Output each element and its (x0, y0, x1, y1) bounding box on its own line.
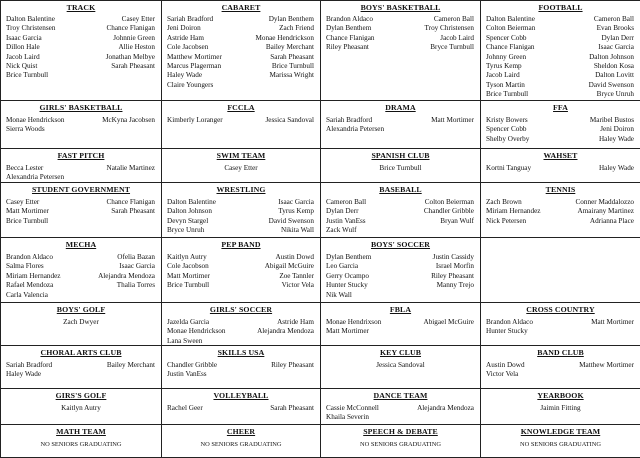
wrestling-member-left: Dalton Johnson (167, 207, 212, 216)
cell-mecha (0, 237, 162, 303)
football-member-left: Colton Beierman (486, 24, 536, 33)
cabaret-member-right: Dylan Benthem (268, 15, 314, 23)
cell-tennis (480, 182, 640, 238)
mecha-member-left: Brandon Aldaco (6, 253, 53, 261)
girls-soccer-member-left: Monae Hendrickson (167, 327, 226, 336)
cell-wahset (480, 148, 640, 183)
football-member-right: Dylan Derr (601, 33, 634, 42)
knowledge-team-title: KNOWLEDGE TEAM (520, 427, 601, 436)
football-member-left: Johnny Green (486, 52, 527, 61)
cell-swim-team (161, 148, 321, 183)
wahset-title: WAHSET (543, 151, 578, 160)
girls-soccer-title: GIRLS' SOCCER (209, 305, 273, 314)
skills-usa-member-right: Riley Pheasant (271, 361, 314, 369)
cell-knowledge-team (480, 424, 640, 458)
baseball-member-left: Justin VanEss (326, 216, 366, 225)
pep-band-member-right: Abigail McGuire (264, 262, 314, 271)
cross-country-member-right: Matt Mortimer (591, 318, 634, 326)
mecha-member-right: Isaac Garcia (119, 262, 155, 271)
cell-baseball (320, 182, 481, 238)
choral-arts-club-member-right: Bailey Merchant (106, 361, 155, 369)
boys-soccer-member-left: Gerry Ocampo (326, 271, 369, 280)
cell-boys-basketball (320, 0, 481, 101)
math-team-member: NO SENIORS GRADUATING (40, 441, 122, 448)
mecha-member-left: Salma Flores (6, 262, 44, 271)
girls-soccer-member-left: Jazelda Garcia (167, 318, 210, 326)
fast-pitch-member-left: Becca Lester (6, 164, 44, 172)
dance-team-member-left: Khaila Severin (326, 413, 369, 422)
cell-cheer (161, 424, 321, 458)
football-member-right: Cameron Ball (593, 15, 634, 23)
cell-choral-arts-club (0, 345, 162, 389)
pep-band-member-right: Victor Vela (281, 281, 314, 290)
cross-country-title: CROSS COUNTRY (526, 305, 595, 314)
yearbook-title: YEARBOOK (537, 391, 584, 400)
football-member-left: Tyson Martin (486, 80, 525, 89)
wrestling-member-right: Isaac Garcia (278, 198, 314, 206)
fccla-title: FCCLA (227, 103, 255, 112)
volleyball-title: VOLLEYBALL (213, 391, 269, 400)
wrestling-title: WRESTLING (216, 185, 266, 194)
track-member-left: Nick Quist (6, 62, 38, 70)
ffa-member-right: Haley Wade (598, 134, 634, 143)
skills-usa-member-left: Justin VanEss (167, 370, 207, 379)
cabaret-member-right: Brice Turnbull (271, 62, 314, 70)
mecha-member-right: Thalia Torres (116, 281, 155, 290)
boys-soccer-title: BOYS' SOCCER (370, 240, 431, 249)
cell-fbla (320, 302, 481, 346)
boys-basketball-member-right: Cameron Ball (433, 15, 474, 23)
mecha-member-left: Carla Valencia (6, 290, 48, 299)
fbla-title: FBLA (389, 305, 412, 314)
cell-fccla (161, 100, 321, 149)
cabaret-member-left: Jeni Doiron (167, 24, 201, 33)
boys-golf-member: Zach Dwyer (63, 318, 99, 326)
tennis-member-left: Nick Petersen (486, 216, 527, 225)
key-club-member: Jessica Sandoval (376, 361, 425, 369)
spanish-club-member: Brice Turnbull (379, 164, 422, 172)
mecha-member-right: Ofelia Bazan (117, 253, 155, 261)
fast-pitch-title: FAST PITCH (57, 151, 105, 160)
pep-band-member-left: Cole Jacobson (167, 262, 209, 271)
tennis-title: TENNIS (545, 185, 576, 194)
football-member-left: Dalton Balentine (486, 15, 535, 23)
cell-boys-golf (0, 302, 162, 346)
football-member-left: Jacob Laird (486, 71, 520, 80)
mecha-member-left: Rafael Mendoza (6, 281, 54, 290)
football-member-right: Dalton Lovitt (595, 71, 634, 80)
knowledge-team-member: NO SENIORS GRADUATING (520, 441, 601, 448)
dance-team-member-left: Cassie McConnell (326, 404, 379, 412)
wrestling-member-right: David Swenson (268, 216, 314, 225)
volleyball-member-left: Rachel Geer (167, 404, 203, 412)
cabaret-member-right: Zach Friend (279, 24, 314, 33)
pep-band-member-left: Kaitlyn Autry (167, 253, 207, 261)
track-title: TRACK (66, 3, 96, 12)
wrestling-member-left: Bryce Unruh (167, 226, 205, 235)
speech-debate-title: SPEECH & DEBATE (363, 427, 438, 436)
football-member-right: Sheldon Kosa (593, 62, 634, 70)
track-member-left: Dillon Hale (6, 43, 40, 52)
cell-drama (320, 100, 481, 149)
spanish-club-title: SPANISH CLUB (371, 151, 430, 160)
boys-basketball-member-left: Brandon Aldaco (326, 15, 373, 23)
cell-cross-country (480, 302, 640, 346)
cell-girls-golf (0, 388, 162, 425)
cabaret-member-left: Cole Jacobsen (167, 43, 209, 52)
boys-soccer-member-left: Dylan Benthem (326, 253, 372, 261)
yearbook-member: Jaimin Fitting (540, 404, 581, 412)
boys-basketball-member-right: Troy Christensen (424, 24, 474, 33)
pep-band-member-left: Brice Turnbull (167, 281, 210, 290)
cell-track (0, 0, 162, 101)
dance-team-member-right: Alejandra Mendoza (417, 404, 474, 412)
volleyball-member-right: Sarah Pheasant (270, 404, 314, 412)
cell-ffa (480, 100, 640, 149)
swim-team-title: SWIM TEAM (216, 151, 266, 160)
track-member-left: Isaac Garcia (6, 33, 42, 42)
boys-basketball-member-left: Riley Pheasant (326, 43, 369, 52)
cell-key-club (320, 345, 481, 389)
fast-pitch-member-left: Alexandria Petersen (6, 173, 65, 182)
track-member-right: Jonathan Melbye (105, 52, 155, 61)
cabaret-member-left: Haley Wade (167, 71, 203, 80)
girls-golf-member: Kaitlyn Autry (61, 404, 101, 412)
cell-dance-team (320, 388, 481, 425)
ffa-member-left: Spencer Cobb (486, 125, 527, 134)
choral-arts-club-member-left: Sariah Bradford (6, 361, 53, 369)
cheer-member: NO SENIORS GRADUATING (200, 441, 282, 448)
tennis-member-left: Zach Brown (486, 198, 522, 206)
cell-speech-debate (320, 424, 481, 458)
football-title: FOOTBALL (538, 3, 583, 12)
math-team-title: MATH TEAM (56, 427, 106, 436)
tennis-member-left: Miriam Hernandez (486, 207, 541, 216)
cell-cabaret (161, 0, 321, 101)
cell-pep-band (161, 237, 321, 303)
track-member-left: Dalton Balentine (6, 15, 55, 23)
wrestling-member-right: Nikita Wall (280, 226, 314, 235)
track-member-left: Jacob Laird (6, 52, 40, 61)
cabaret-member-left: Marcus Plagerman (167, 62, 222, 70)
cell-spanish-club (320, 148, 481, 183)
track-member-left: Brice Turnbull (6, 71, 49, 80)
pep-band-title: PEP BAND (221, 240, 261, 249)
cell-yearbook (480, 388, 640, 425)
drama-member-right: Matt Mortimer (431, 116, 474, 124)
wrestling-member-right: Tyrus Kemp (278, 207, 314, 216)
skills-usa-member-left: Chandler Gribble (167, 361, 218, 369)
baseball-member-right: Bryan Wulf (440, 216, 474, 225)
boys-basketball-member-right: Jacob Laird (440, 33, 474, 42)
cell-empty (480, 237, 640, 303)
student-government-member-left: Matt Mortimer (6, 207, 49, 216)
fbla-member-right: Abigael McGuire (423, 318, 474, 326)
girls-soccer-member-left: Lana Sween (167, 336, 203, 345)
cell-girls-basketball (0, 100, 162, 149)
cell-boys-soccer (320, 237, 481, 303)
track-member-right: Sarah Pheasant (111, 62, 155, 70)
fast-pitch-member-right: Natalie Martinez (106, 164, 155, 172)
cell-math-team (0, 424, 162, 458)
girls-golf-title: GIRS'S GOLF (55, 391, 107, 400)
choral-arts-club-member-left: Haley Wade (6, 370, 42, 379)
band-club-member-left: Austin Dowd (486, 361, 525, 369)
football-member-right: Evan Brooks (596, 24, 634, 33)
girls-soccer-member-right: Astride Ham (277, 318, 314, 326)
mecha-title: MECHA (65, 240, 97, 249)
boys-soccer-member-right: Riley Pheasant (431, 271, 474, 280)
pep-band-member-right: Austin Dowd (275, 253, 314, 261)
choral-arts-club-title: CHORAL ARTS CLUB (40, 348, 122, 357)
ffa-member-left: Kristy Bowers (486, 116, 528, 124)
girls-basketball-title: GIRLS' BASKETBALL (39, 103, 123, 112)
football-member-right: David Swenson (588, 80, 634, 89)
cell-volleyball (161, 388, 321, 425)
boys-golf-title: BOYS' GOLF (56, 305, 106, 314)
track-member-right: Allie Heston (118, 43, 155, 52)
boys-basketball-member-left: Chance Flanigan (326, 33, 375, 42)
baseball-member-right: Colton Beierman (424, 198, 474, 206)
football-member-left: Chance Flanigan (486, 43, 535, 52)
tennis-member-right: Adrianna Place (589, 216, 634, 225)
skills-usa-title: SKILLS USA (217, 348, 265, 357)
boys-basketball-title: BOYS' BASKETBALL (360, 3, 441, 12)
cabaret-member-right: Marissa Wright (269, 71, 314, 80)
cabaret-member-left: Astride Ham (167, 33, 204, 42)
track-member-right: Chance Flanigan (106, 24, 155, 33)
fccla-member-left: Kimberly Loranger (167, 116, 223, 124)
boys-soccer-member-left: Nik Wall (326, 290, 352, 299)
cabaret-title: CABARET (221, 3, 261, 12)
baseball-member-left: Dylan Derr (326, 207, 359, 216)
ffa-member-right: Maribel Bustos (589, 116, 634, 124)
boys-soccer-member-left: Hunter Stucky (326, 281, 368, 290)
fbla-member-left: Matt Mortimer (326, 327, 369, 336)
wrestling-member-left: Dalton Balentine (167, 198, 216, 206)
boys-basketball-member-right: Bryce Turnbull (430, 43, 474, 52)
cell-wrestling (161, 182, 321, 238)
pep-band-member-right: Zoe Tannler (279, 271, 314, 280)
baseball-member-right: Chandler Gribble (423, 207, 474, 216)
cell-student-government (0, 182, 162, 238)
cheer-title: CHEER (226, 427, 256, 436)
boys-soccer-member-right: Israel Morfin (435, 262, 474, 271)
track-member-right: Casey Etter (121, 15, 155, 23)
wahset-member-left: Kortni Tanguay (486, 164, 532, 172)
band-club-member-left: Victor Vela (486, 370, 519, 379)
girls-soccer-member-right: Alejandra Mendoza (257, 327, 314, 336)
tennis-member-right: Conner Maddalozzo (575, 198, 634, 206)
cross-country-member-left: Brandon Aldaco (486, 318, 533, 326)
drama-title: DRAMA (385, 103, 416, 112)
boys-basketball-member-left: Dylan Benthem (326, 24, 372, 33)
fccla-member-right: Jessica Sandoval (265, 116, 314, 124)
student-government-member-right: Chance Flanigan (106, 198, 155, 206)
tennis-member-right: Amairany Martinez (577, 207, 634, 216)
football-member-left: Tyrus Kemp (486, 62, 522, 70)
track-member-right: Johnnie Green (113, 33, 155, 42)
cabaret-member-right: Monae Hendrickson (255, 33, 314, 42)
cell-band-club (480, 345, 640, 389)
drama-member-left: Alexandria Petersen (326, 125, 385, 134)
ffa-title: FFA (553, 103, 568, 112)
cabaret-member-left: Claire Youngers (167, 80, 214, 89)
speech-debate-member: NO SENIORS GRADUATING (360, 441, 441, 448)
wahset-member-right: Haley Wade (598, 164, 634, 172)
cell-girls-soccer (161, 302, 321, 346)
baseball-title: BASEBALL (379, 185, 422, 194)
student-government-member-left: Casey Etter (6, 198, 40, 206)
football-member-left: Brice Turnbull (486, 90, 529, 99)
cabaret-member-right: Bailey Merchant (265, 43, 314, 52)
band-club-title: BAND CLUB (537, 348, 584, 357)
band-club-member-right: Matthew Mortimer (579, 361, 634, 369)
drama-member-left: Sariah Bradford (326, 116, 373, 124)
football-member-left: Spencer Cobb (486, 33, 527, 42)
baseball-member-left: Zack Wulf (326, 226, 357, 235)
cell-football (480, 0, 640, 101)
boys-soccer-member-right: Justin Cassidy (432, 253, 474, 261)
student-government-member-right: Sarah Pheasant (111, 207, 155, 216)
mecha-member-right: Alejandra Mendoza (98, 271, 155, 280)
wrestling-member-left: Devyn Stargel (167, 216, 209, 225)
pep-band-member-left: Matt Mortimer (167, 271, 210, 280)
mecha-member-left: Miriam Hernandez (6, 271, 61, 280)
dance-team-title: DANCE TEAM (373, 391, 428, 400)
boys-soccer-member-right: Manny Trejo (436, 281, 474, 290)
boys-soccer-member-left: Leo Garcia (326, 262, 359, 271)
cell-skills-usa (161, 345, 321, 389)
girls-basketball-member-left: Sierra Woods (6, 125, 45, 134)
football-member-right: Isaac Garcia (598, 43, 634, 52)
fbla-member-left: Monae Hendrixson (326, 318, 382, 326)
cabaret-member-left: Sariah Bradford (167, 15, 214, 23)
student-government-title: STUDENT GOVERNMENT (31, 185, 131, 194)
football-member-right: Dalton Johnson (589, 52, 634, 61)
baseball-member-left: Cameron Ball (326, 198, 367, 206)
girls-basketball-member-right: McKyna Jacobsen (102, 116, 155, 124)
cabaret-member-right: Sarah Pheasant (270, 52, 314, 61)
girls-basketball-member-left: Monae Hendrickson (6, 116, 65, 124)
ffa-member-right: Jeni Doiron (600, 125, 634, 134)
cross-country-member-left: Hunter Stucky (486, 327, 528, 336)
track-member-left: Troy Christensen (6, 24, 56, 33)
swim-team-member: Casey Etter (224, 164, 258, 172)
cell-fast-pitch (0, 148, 162, 183)
ffa-member-left: Shelby Overby (486, 134, 530, 143)
student-government-member-left: Brice Turnbull (6, 216, 49, 225)
cabaret-member-left: Matthew Mortimer (167, 52, 222, 61)
key-club-title: KEY CLUB (379, 348, 422, 357)
football-member-right: Bryce Unruh (596, 90, 634, 99)
